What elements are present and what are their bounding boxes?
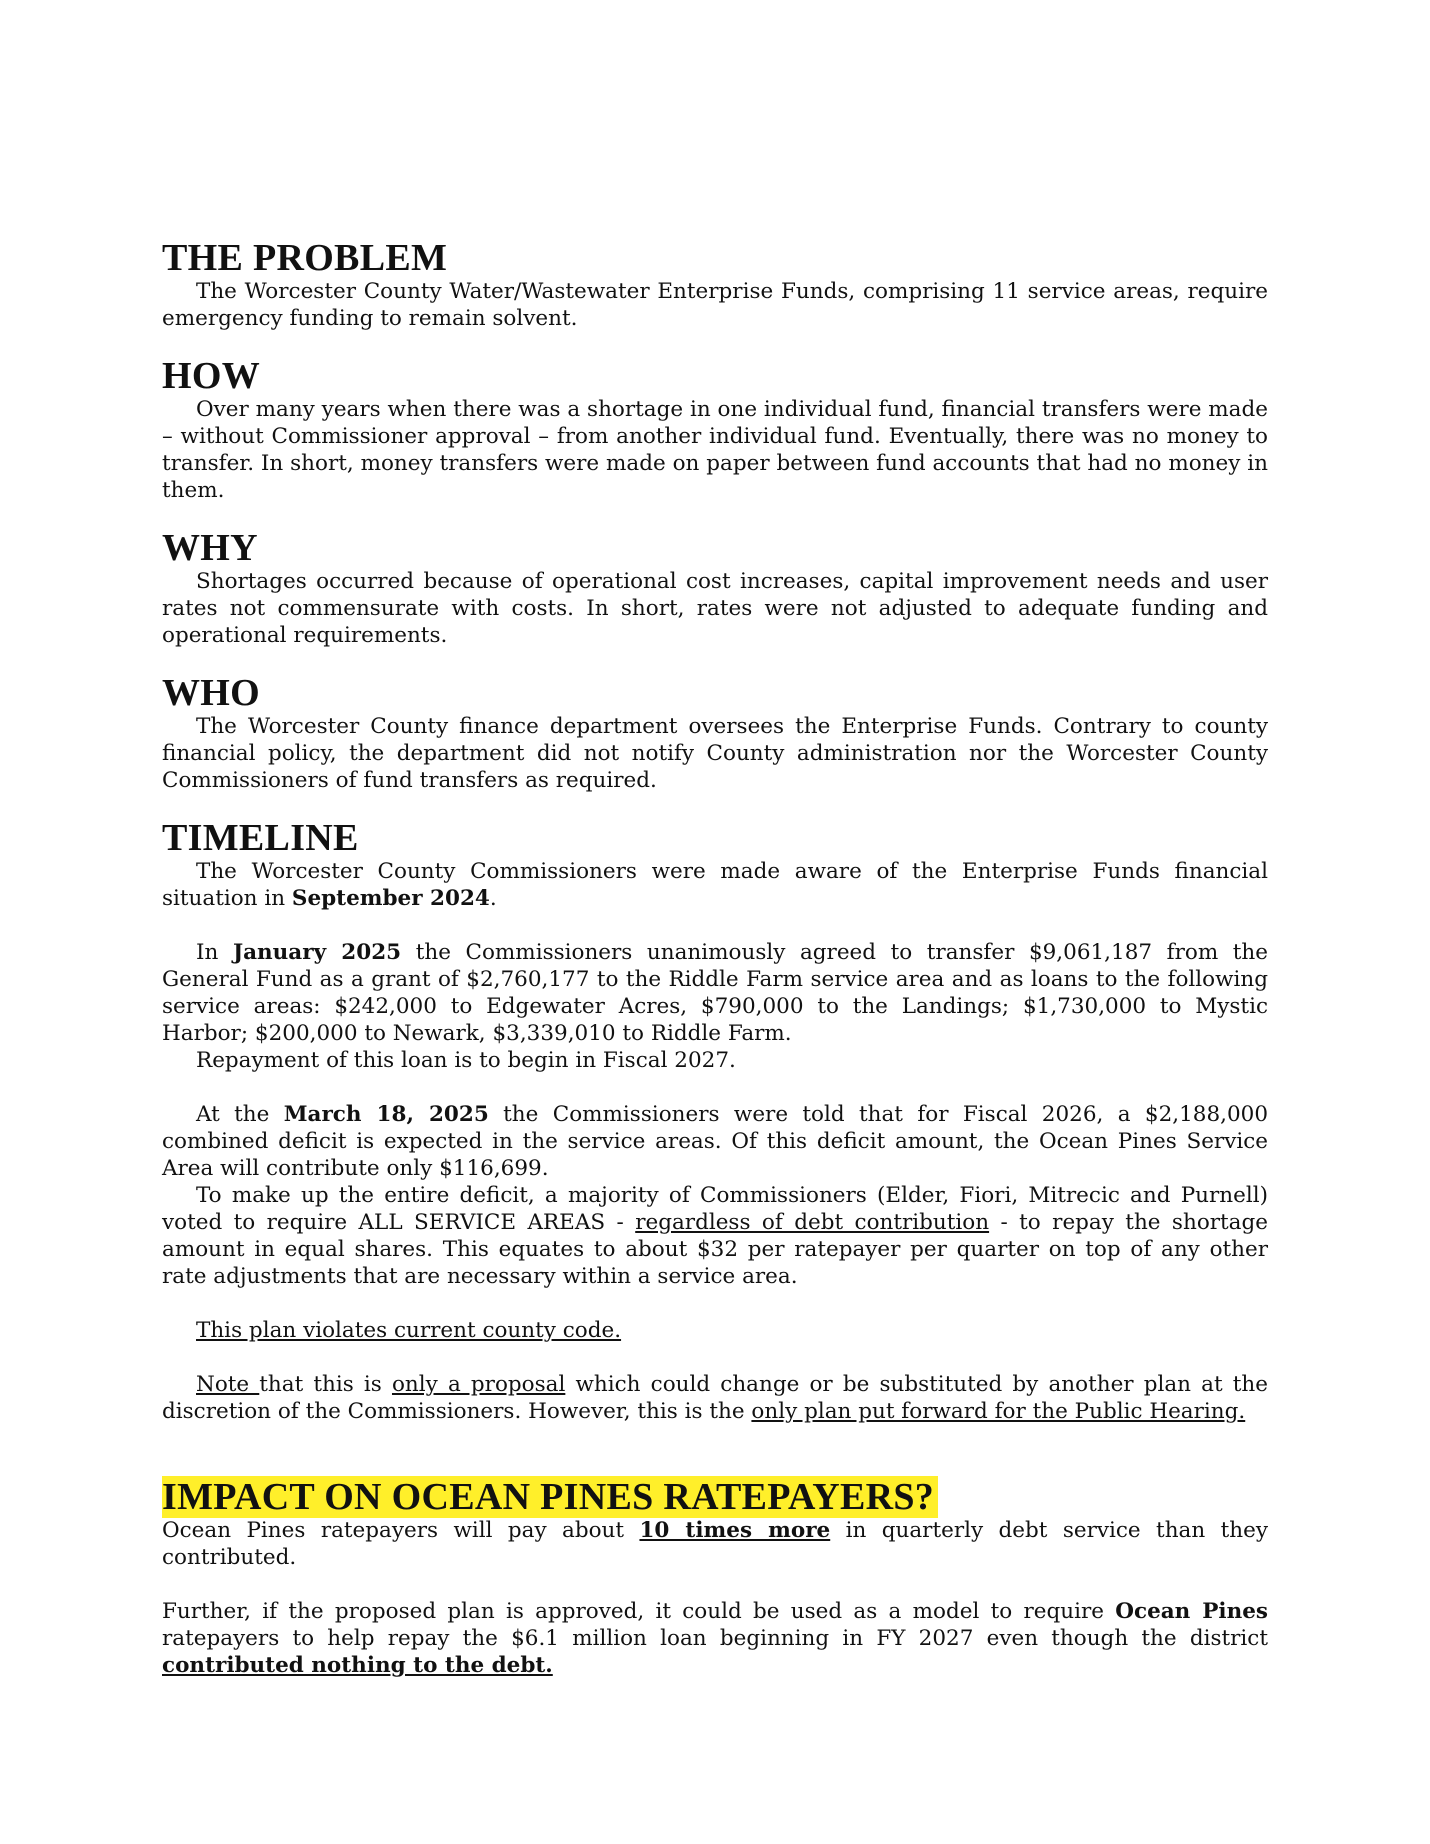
- document-body: [162, 238, 1268, 1679]
- text-run: which could change or be substituted by another plan at the discretion of the Commissioners. However, this is the: [162, 1372, 1268, 1424]
- text-run: Ocean Pines ratepayers will pay about: [162, 1518, 640, 1543]
- timeline-paragraph-6: [162, 1317, 1268, 1344]
- text-run: In: [196, 940, 233, 965]
- how-paragraph: Over many years when there was a shortage in one individual fund, financial transfers were made – without Commissioner approval – from another individual fund. Eventually, there was no money to transfer. In short, money transfers were made on paper between fund accounts that had no money in them.: [162, 397, 1268, 503]
- section-how: [162, 356, 1268, 504]
- section-timeline: [162, 818, 1268, 1425]
- date-january-2025: January 2025: [232, 940, 402, 965]
- timeline-paragraph-5: [162, 1182, 1268, 1290]
- text-run: the Commissioners were told that for Fiscal 2026, a $2,188,000 combined deficit is expected in the service areas. Of this deficit amount, the Ocean Pines Service Area will contribute only $116,699.: [162, 1102, 1268, 1181]
- section-heading-problem: THE PROBLEM: [162, 237, 448, 279]
- impact-paragraph-1: [162, 1517, 1268, 1571]
- problem-paragraph: The Worcester County Water/Wastewater Enterprise Funds, comprising 11 service areas, require emergency funding to remain solvent.: [162, 279, 1268, 331]
- text-run: At the: [196, 1102, 284, 1127]
- why-paragraph: Shortages occurred because of operational cost increases, capital improvement needs and user rates not commensurate with costs. In short, rates were not adjusted to adequate funding and operational requirements.: [162, 569, 1268, 648]
- underlined-phrase: Note: [196, 1372, 260, 1397]
- timeline-paragraph-3: Repayment of this loan is to begin in Fiscal 2027.: [196, 1048, 736, 1073]
- who-paragraph: The Worcester County finance department oversees the Enterprise Funds. Contrary to county financial policy, the department did not notify County administration nor the Worcester County Commissioners of fund transfers as required.: [162, 714, 1268, 793]
- date-september-2024: September 2024: [291, 886, 490, 911]
- section-who: [162, 673, 1268, 794]
- text-run: the Commissioners unanimously agreed to transfer $9,061,187 from the General Fund as a grant of $2,760,177 to the Riddle Farm service area and as loans to the following service areas: $242,000 to Edgewater Acres, $790,000 to the Landings; $1,730,000 to Mystic Harbor; $200,000 to Newark, $3,339,010 to Riddle Farm.: [162, 940, 1268, 1046]
- text-run: Further, if the proposed plan is approved, it could be used as a model to require: [162, 1599, 1116, 1624]
- section-heading-why: WHY: [162, 527, 258, 569]
- text-run: ratepayers to help repay the $6.1 million loan beginning in FY 2027 even though the district: [162, 1626, 1268, 1651]
- timeline-paragraph-1: [162, 858, 1268, 912]
- impact-paragraph-2: [162, 1598, 1268, 1679]
- timeline-paragraph-2: [162, 939, 1268, 1047]
- text-run: in quarterly debt service than they contributed.: [162, 1518, 1268, 1570]
- code-violation-note: This plan violates current county code.: [196, 1318, 622, 1343]
- underlined-phrase: regardless of debt contribution: [635, 1210, 990, 1235]
- bold-phrase: Ocean Pines: [1115, 1599, 1268, 1624]
- text-run: - to repay the shortage amount in equal shares. This equates to about $32 per ratepayer per quarter on top of any other rate adjustments that are necessary within a service area.: [162, 1210, 1268, 1289]
- text-run: To make up the entire deficit, a majority of Commissioners (Elder, Fiori, Mitrecic and Purnell) voted to require ALL SERVICE AREAS -: [162, 1183, 1268, 1235]
- section-why: [162, 528, 1268, 649]
- section-heading-how: HOW: [162, 355, 261, 397]
- timeline-paragraph-7: [162, 1371, 1268, 1425]
- underlined-phrase: only a proposal: [391, 1372, 566, 1397]
- section-impact: [162, 1477, 1268, 1679]
- date-march-18-2025: March 18, 2025: [283, 1102, 489, 1127]
- section-heading-timeline: TIMELINE: [162, 817, 359, 859]
- bold-underlined-phrase: contributed nothing to the debt.: [162, 1653, 553, 1678]
- section-heading-who: WHO: [162, 672, 261, 714]
- timeline-paragraph-4: [162, 1101, 1268, 1182]
- text-run: .: [489, 886, 497, 911]
- bold-underlined-phrase: 10 times more: [639, 1518, 831, 1543]
- underlined-phrase: only plan put forward for the Public Hearing.: [751, 1399, 1246, 1424]
- highlighted-heading: IMPACT ON OCEAN PINES RATEPAYERS?: [162, 1476, 938, 1518]
- text-run: The Worcester County Commissioners were made aware of the Enterprise Funds financial situation in: [162, 859, 1268, 911]
- text-run: that this is: [259, 1372, 392, 1397]
- section-heading-impact: [162, 1477, 1268, 1517]
- section-problem: [162, 238, 1268, 332]
